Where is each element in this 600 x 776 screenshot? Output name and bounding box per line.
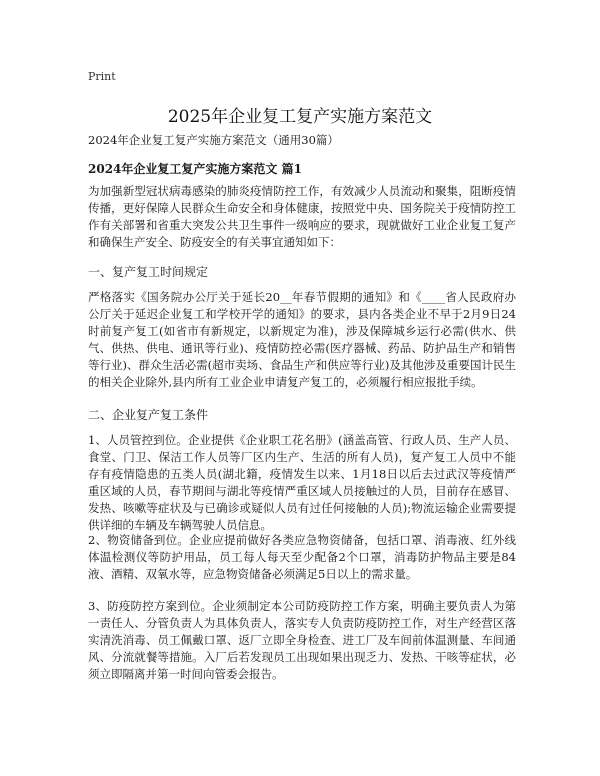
print-link[interactable]: Print — [88, 70, 116, 83]
time-rules-paragraph: 严格落实《国务院办公厅关于延长20__年春节假期的通知》和《____省人民政府办公厅关于延迟企业复工和学校开学的通知》的要求，县内各类企业不早于2月9日24时前复产复工(如省市有新规定，以新规定为准)，涉及保障城乡运行必需(供水、供气、供热、供电、通讯等行业)、疫情防控必需(医疗器械、药品、防护品生产和销售等行业)、群众生活必需(超市卖场、食品生产和供应等行业)及其他涉及重要国计民生的相关企业除外,县内所有工业企业申请复产复工的，必须履行相应报批手续。 — [88, 290, 516, 389]
section-heading: 2024年企业复工复产实施方案范文 篇1 — [88, 162, 302, 176]
prevention-plan-paragraph: 3、防疫防控方案到位。企业须制定本公司防疫防控工作方案，明确主要负责人为第一责任人、分管负责人为具体负责人，落实专人负责防疫防控工作，对生产经营区落实清洗消毒、员工佩戴口罩、返厂立即全身检查、进工厂及车间前体温测量、车间通风、分流就餐等措施。入厂后若发现员工出现如果出现乏力、发热、干咳等症状，必须立即隔离并第一时间向管委会报告。 — [88, 599, 516, 681]
document-subtitle: 2024年企业复工复产实施方案范文（通用30篇） — [88, 133, 339, 147]
heading-conditions: 二、企业复产复工条件 — [88, 408, 209, 422]
materials-paragraph: 2、物资储备到位。企业应提前做好各类应急物资储备，包括口罩、消毒液、红外线体温检测仪等防护用品，员工每人每天至少配备2个口罩，消毒防护物品主要是84液、酒精、双氧水等，应急物资储备必须满足5日以上的需求量。 — [88, 533, 516, 581]
intro-paragraph: 为加强新型冠状病毒感染的肺炎疫情防控工作，有效减少人员流动和聚集，阻断疫情传播，更好保障人民群众生命安全和身体健康，按照党中央、国务院关于疫情防控工作有关部署和省重大突发公共卫生事件一级响应的要求，现就做好工业企业复工复产和确保生产安全、防疫安全的有关事宜通知如下： — [88, 184, 516, 249]
staff-control-paragraph: 1、人员管控到位。企业提供《企业职工花名册》(涵盖高管、行政人员、生产人员、食堂、门卫、保洁工作人员等厂区内生产、生活的所有人员)，复产复工人员中不能存有疫情隐患的五类人员(湖北籍，疫情发生以来、1月18日以后去过武汉等疫情严重区域的人员，春节期间与湖北等疫情严重区域人员接触过的人员，目前存在感冒、发热、咳嗽等症状及与已确诊或疑似人员有过任何接触的人员);物流运输企业需要提供详细的车辆及车辆驾驶人员信息。 — [88, 433, 516, 532]
page-title: 2025年企业复工复产实施方案范文 — [167, 107, 433, 127]
heading-time-rules: 一、复产复工时间规定 — [88, 265, 209, 279]
